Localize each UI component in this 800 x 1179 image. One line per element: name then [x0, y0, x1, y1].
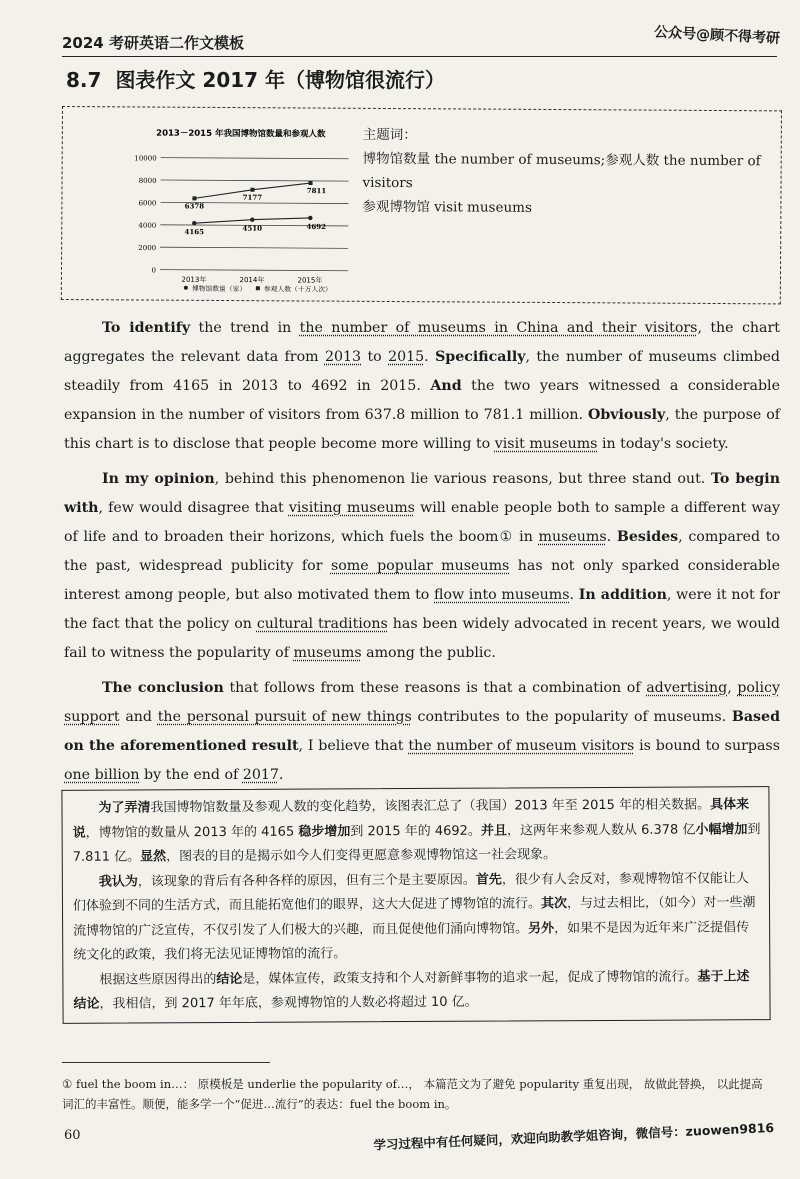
text-run: , behind this phenomenon lie various reasons, but three stand out. — [214, 471, 711, 487]
bold-phrase: 首先 — [475, 872, 502, 888]
data-point-visitors — [192, 196, 196, 200]
bold-phrase: 具体来说 — [72, 797, 750, 841]
chinese-translation-box — [61, 786, 770, 1024]
underlined-phrase: the personal pursuit of new things — [157, 709, 412, 725]
y-tick-label: 4000 — [138, 221, 157, 230]
data-label: 4165 — [184, 227, 205, 237]
underlined-phrase: advertising — [646, 680, 728, 696]
text-run: , were it not for the fact that the policy on — [64, 587, 780, 632]
bold-phrase: To begin with — [64, 471, 781, 516]
text-run: the trend in — [190, 320, 300, 336]
bold-phrase: 显然 — [140, 849, 167, 865]
data-point-visitors — [250, 188, 254, 192]
data-point-visitors — [309, 181, 313, 185]
bold-phrase: 小幅增加 — [695, 821, 748, 838]
underlined-phrase: the number of museums in China and their visitors — [299, 320, 698, 336]
underlined-phrase: 2015 — [388, 349, 425, 365]
data-label: 7177 — [242, 192, 263, 202]
legend-label-visitors: 参观人数（十万人次） — [263, 285, 332, 294]
bold-phrase: And — [430, 378, 462, 394]
header-rule — [62, 56, 777, 57]
underlined-phrase: the number of museum visitors — [408, 738, 635, 754]
footer-contact-note: 学习过程中有任何疑问，欢迎向助教学姐咨询，微信号：zuowen9816 — [373, 1120, 775, 1153]
y-tick-label: 2000 — [138, 244, 157, 253]
essay-paragraph-1 — [64, 314, 780, 459]
text-run: will enable people both to sample a different way of life and to broaden their horizons, which fuels the boom① in — [64, 500, 780, 545]
page-number: 60 — [64, 1128, 81, 1143]
text-run: , the purpose of this chart is to disclose that people become more willing to — [64, 407, 780, 452]
section-heading: 图表作文 2017 年（博物馆很流行） — [115, 68, 446, 92]
bold-phrase: 稳步增加 — [298, 823, 351, 840]
text-run: , I believe that — [298, 738, 409, 754]
underlined-phrase: some popular museums — [330, 558, 510, 574]
text-run: contributes to the popularity of museums. — [411, 709, 732, 725]
text-run: , few would disagree that — [98, 500, 289, 516]
text-run: ，这两年来参观人数从 6.378 亿 — [506, 822, 696, 839]
data-point-museums — [192, 221, 196, 225]
underlined-phrase: museums — [538, 529, 607, 545]
keyword-panel — [362, 123, 773, 222]
text-run: has not only sparked considerable interest among people, but also motivated them to — [64, 558, 780, 603]
text-run: has been widely advocated in recent years, we would fail to witness the popularity of — [64, 616, 781, 661]
bold-phrase: Obviously — [587, 407, 666, 423]
data-label: 6378 — [184, 201, 205, 211]
legend-marker-visitors — [256, 286, 260, 290]
text-run: ，很少有人会反对，参观博物馆不仅能让人们体验到不同的生活方式，而且能拓宽他们的眼界，这大大促进了博物馆的流行。 — [72, 870, 749, 914]
section-number: 8.7 — [66, 68, 102, 92]
text-run: 到 2015 年的 4692。 — [350, 823, 481, 839]
text-run: ，与过去相比，（如今）对一些潮流博物馆的广泛宣传，不仅引发了人们极大的兴趣，而且促使他们涌向博物馆。 — [73, 895, 756, 939]
underlined-phrase: cultural traditions — [256, 616, 388, 632]
section-title — [66, 64, 445, 93]
text-run: 根据这些原因得出的 — [99, 971, 217, 988]
text-run: ，我相信，到 2017 年年底，参观博物馆的人数必将超过 10 亿。 — [99, 994, 478, 1012]
bold-phrase: In addition — [578, 587, 667, 603]
underlined-phrase: visit museums — [494, 436, 598, 452]
gridline — [160, 270, 348, 271]
text-run: , compared to the past, widespread publicity for — [64, 529, 781, 574]
text-run: by the end of — [139, 767, 243, 783]
bold-phrase: 并且 — [480, 823, 507, 839]
text-run: is bound to surpass — [634, 738, 780, 754]
gridline — [160, 247, 348, 248]
underlined-phrase: 2013 — [324, 349, 362, 365]
text-run: . — [606, 529, 617, 545]
essay-paragraph-2 — [64, 465, 780, 668]
bold-phrase: To identify — [102, 320, 191, 336]
text-run: ，该现象的背后有各种各样的原因，但有三个是主要原因。 — [137, 872, 476, 889]
text-run: , — [727, 680, 738, 696]
bold-phrase: 基于上述结论 — [73, 968, 750, 1012]
english-essay — [64, 314, 780, 796]
text-run: in today's society. — [597, 436, 729, 452]
account-name: 公众号@顾不得考研 — [653, 24, 781, 47]
data-label: 4510 — [242, 223, 263, 233]
legend-marker-museums — [184, 286, 188, 290]
essay-paragraph-3 — [64, 674, 780, 790]
text-run: and — [119, 709, 158, 725]
chart-title: 2013－2015 年我国博物馆数量和参观人数 — [156, 128, 326, 140]
x-tick-label: 2014年 — [239, 276, 265, 285]
figure-box — [61, 106, 782, 304]
text-run: that follows from these reasons is that a combination of — [223, 680, 647, 696]
line-chart — [110, 117, 371, 297]
underlined-phrase: policy support — [64, 680, 780, 725]
bold-phrase: 其次 — [540, 896, 568, 912]
underlined-phrase: 2017 — [242, 767, 279, 783]
text-run: . — [278, 767, 284, 783]
translation-paragraph-2 — [73, 867, 762, 969]
x-tick-label: 2013年 — [181, 275, 207, 284]
bold-phrase: 我认为 — [98, 873, 138, 890]
chart-svg — [110, 117, 371, 297]
text-run: . — [424, 349, 436, 365]
gridline — [161, 180, 349, 181]
underlined-phrase: flow into museums — [434, 587, 570, 603]
book-title: 2024 考研英语二作文模板 — [62, 34, 244, 52]
text-run: , the chart aggregates the relevant data from — [64, 320, 780, 365]
y-tick-label: 6000 — [138, 199, 157, 208]
bold-phrase: 为了弄清 — [98, 800, 151, 816]
keyword-heading: 主题词： — [362, 126, 417, 144]
bold-phrase: The conclusion — [102, 680, 224, 696]
text-run: among the public. — [361, 645, 496, 661]
keyword-line-1: 博物馆数量 the number of museums;参观人数 the number of visitors — [362, 150, 761, 192]
translation-paragraph-3 — [73, 965, 761, 1018]
text-run: ，如果不是因为近年来广泛提倡传统文化的政策，我们将无法见证博物馆的流行。 — [73, 919, 750, 963]
text-run: , the number of museums climbed steadily from 4165 in 2013 to 4692 in 2015. — [64, 349, 781, 394]
text-run: 我国博物馆数量及参观人数的变化趋势，该图表汇总了（我国）2013 年至 2015 年的相关数据。 — [150, 797, 711, 816]
bold-phrase: Based on the aforementioned result — [64, 709, 780, 754]
text-run: the two years witnessed a considerable expansion in the number of visitors from 637.8 million to 781.1 million. — [64, 378, 780, 423]
y-tick-label: 10000 — [134, 154, 157, 163]
underlined-phrase: museums — [293, 645, 362, 661]
bold-phrase: 结论 — [216, 971, 243, 987]
text-run: 到 7.811 亿。 — [72, 821, 761, 865]
x-tick-label: 2015年 — [297, 276, 323, 285]
translation-paragraph-1 — [72, 793, 760, 870]
bold-phrase: Specifically — [435, 349, 526, 365]
data-point-museums — [250, 217, 254, 221]
underlined-phrase: one billion — [64, 767, 140, 783]
data-point-museums — [308, 216, 312, 220]
text-run: ，博物馆的数量从 2013 年的 4165 — [85, 824, 299, 841]
bold-phrase: In my opinion — [102, 471, 215, 487]
gridline — [161, 158, 349, 159]
running-header — [62, 24, 780, 56]
data-label: 7811 — [306, 186, 327, 196]
text-run: to — [361, 349, 389, 365]
bold-phrase: Besides — [616, 529, 679, 545]
keyword-line-2: 参观博物馆 visit museums — [362, 198, 532, 216]
text-run: 是，媒体宣传，政策支持和个人对新鲜事物的追求一起，促成了博物馆的流行。 — [242, 969, 698, 987]
y-tick-label: 8000 — [138, 176, 157, 185]
underlined-phrase: visiting museums — [288, 500, 415, 516]
footnote: ① fuel the boom in…： 原模板是 underlie the popularity of…， 本篇范文为了避免 popularity 重复出现， 故做此替换， 以此提高词汇的丰富性。顺便，能多学一个“促进…流行”的表达：fuel the boom in。 — [62, 1077, 763, 1111]
text-run: . — [569, 587, 579, 603]
y-tick-label: 0 — [151, 266, 157, 275]
bold-phrase: 另外 — [528, 920, 555, 936]
data-label: 4692 — [306, 221, 327, 232]
legend-label-museums: 博物馆数量（家） — [191, 284, 247, 294]
footnote-rule — [62, 1062, 270, 1063]
text-run: ，图表的目的是揭示如今人们变得更愿意参观博物馆这一社会现象。 — [166, 847, 557, 865]
